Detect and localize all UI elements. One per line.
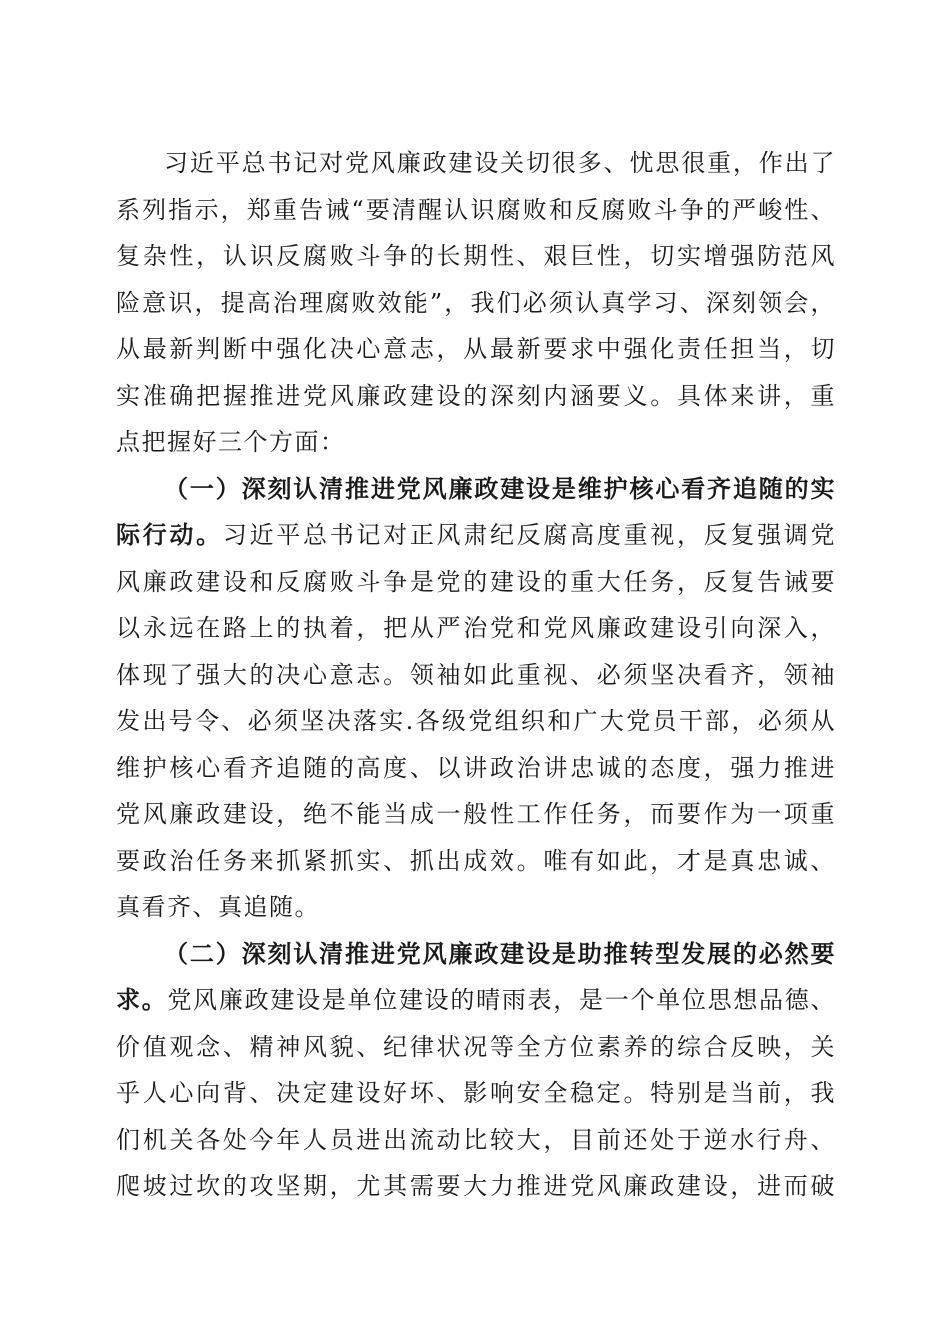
line-text: 们机关各处今年人员进出流动比较大，目前还处于逆水行舟、 (116, 1125, 836, 1154)
paragraph-2-line-8 (116, 791, 836, 838)
line-text: 险意识，提高治理腐败效能”，我们必须认真学习、深刻领会， (116, 288, 836, 317)
line-text: 真看齐、真追随。 (116, 893, 320, 921)
line-text: 要政治任务来抓紧抓实、抓出成效。唯有如此，才是真忠诚、 (116, 846, 836, 875)
line-text: 以永远在路上的执着，把从严治党和党风廉政建设引向深入， (116, 614, 836, 642)
line-text: 发出号令、必须坚决落实.各级党组织和广大党员干部，必须从 (116, 707, 836, 735)
section-heading-1-end: 际行动。 (116, 520, 223, 549)
line-text: 乎人心向背、决定建设好坏、影响安全稳定。特别是当前，我 (116, 1079, 836, 1107)
line-text: 点把握好三个方面： (116, 428, 346, 456)
body-text (116, 140, 836, 1210)
line-text: 党风廉政建设是单位建设的晴雨表，是一个单位思想品德、 (167, 986, 837, 1014)
line-text: 价值观念、精神风貌、纪律状况等全方位素养的综合反映，关 (116, 1032, 836, 1061)
paragraph-3-line-1 (116, 931, 836, 978)
paragraph-3-line-2 (116, 977, 836, 1024)
line-text: 实准确把握推进党风廉政建设的深刻内涵要义。具体来讲，重 (116, 381, 836, 410)
section-heading-1: （一）深刻认清推进党风廉政建设是维护核心看齐追随的实 (164, 473, 836, 503)
line-text: 习近平总书记对党风廉政建设关切很多、忧思很重，作出了 (164, 149, 836, 177)
paragraph-1-line-6 (116, 373, 836, 420)
paragraph-2-line-6 (116, 698, 836, 745)
paragraph-1-line-7 (116, 419, 836, 466)
paragraph-2-line-10 (116, 884, 836, 931)
paragraph-2-line-5 (116, 652, 836, 699)
paragraph-1-line-5 (116, 326, 836, 373)
paragraph-3-line-6 (116, 1163, 836, 1210)
paragraph-1-line-3 (116, 233, 836, 280)
line-text: 从最新判断中强化决心意志，从最新要求中强化责任担当，切 (116, 335, 836, 363)
line-text: 复杂性，认识反腐败斗争的长期性、艰巨性，切实增强防范风 (116, 242, 836, 270)
paragraph-2-line-9 (116, 838, 836, 885)
paragraph-3-line-3 (116, 1024, 836, 1071)
line-text: 党风廉政建设，绝不能当成一般性工作任务，而要作为一项重 (116, 800, 836, 828)
line-text: 体现了强大的决心意志。领袖如此重视、必须坚决看齐，领袖 (116, 660, 836, 689)
line-text: 爬坡过坎的攻坚期，尤其需要大力推进党风廉政建设，进而破 (116, 1172, 836, 1200)
line-text: 风廉政建设和反腐败斗争是党的建设的重大任务，反复告诫要 (116, 567, 836, 596)
paragraph-2-line-4 (116, 605, 836, 652)
line-text: 维护核心看齐追随的高度、以讲政治讲忠诚的态度，强力推进 (116, 753, 836, 782)
paragraph-1-line-1 (116, 140, 836, 187)
paragraph-3-line-5 (116, 1117, 836, 1164)
paragraph-2-line-7 (116, 745, 836, 792)
section-heading-2: （二）深刻认清推进党风廉政建设是助推转型发展的必然要 (164, 938, 836, 968)
paragraph-3-line-4 (116, 1070, 836, 1117)
paragraph-1-line-2 (116, 187, 836, 234)
line-text: 习近平总书记对正风肃纪反腐高度重视，反复强调党 (222, 521, 837, 549)
paragraph-2-line-1 (116, 466, 836, 513)
paragraph-2-line-3 (116, 559, 836, 606)
paragraph-2-line-2 (116, 512, 836, 559)
paragraph-1-line-4 (116, 280, 836, 327)
line-text: 系列指示，郑重告诫“要清醒认识腐败和反腐败斗争的严峻性、 (116, 195, 836, 224)
section-heading-2-end: 求。 (116, 985, 168, 1014)
